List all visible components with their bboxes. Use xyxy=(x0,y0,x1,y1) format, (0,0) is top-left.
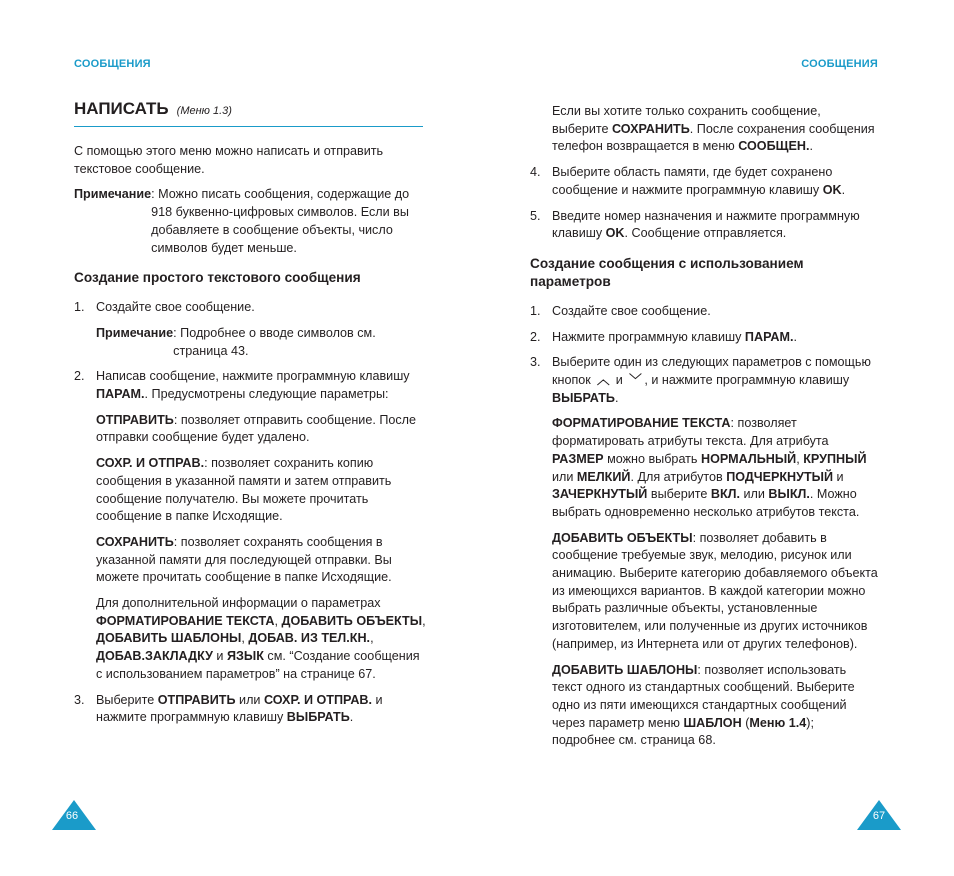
note-text: : Можно писать сообщения, содержащие до 918 буквенно-цифровых символов. Если вы добавляете в сообщение объекты, число символов будет меньше. xyxy=(151,187,410,255)
step-number: 1. xyxy=(530,303,541,318)
left-column xyxy=(74,143,426,735)
step-item xyxy=(74,368,426,403)
option-add-templates: ДОБАВИТЬ ШАБЛОНЫ: позволяет использовать текст одного из стандартных сообщений. Выберите одно из пяти имеющихся стандартных сообщений через параметр меню ШАБЛОН (Меню 1.4); подробнее см. страница 68. xyxy=(552,662,855,748)
step-item xyxy=(530,354,878,407)
step-item xyxy=(74,299,426,317)
page-number: 66 xyxy=(65,810,79,822)
step-number: 5. xyxy=(530,208,541,223)
down-arrow-icon: ﹀ xyxy=(629,373,642,388)
subsection-title: Создание простого текстового сообщения xyxy=(74,270,361,286)
subsection-title: Создание сообщения с использованием параметров xyxy=(530,255,804,289)
note-block xyxy=(74,186,426,257)
step-number: 2. xyxy=(74,369,85,384)
step-text: Выберите один из следующих параметров с помощью кнопок ︿ и ﹀ , и нажмите программную клавишу ВЫБРАТЬ. xyxy=(552,355,871,405)
note-block xyxy=(96,325,426,360)
option-save-and-send: СОХР. И ОТПРАВ.: позволяет сохранить копию сообщения в указанной памяти и затем отправить сообщение получателю. Вы можете прочитать сообщение в папке Исходящие. xyxy=(96,456,392,524)
step-text: Написав сообщение, нажмите программную клавишу ПАРАМ.. Предусмотрены следующие параметры: xyxy=(96,369,410,402)
step-text: Создайте свое сообщение. xyxy=(552,303,711,318)
intro-paragraph: С помощью этого меню можно написать и отправить текстовое сообщение. xyxy=(74,144,384,176)
running-head-left: СООБЩЕНИЯ xyxy=(74,58,151,70)
step-text: Введите номер назначения и нажмите программную клавишу OK. Сообщение отправляется. xyxy=(552,208,860,241)
option-send: ОТПРАВИТЬ: позволяет отправить сообщение. После отправки сообщение будет удалено. xyxy=(96,412,417,445)
page-number: 67 xyxy=(872,810,886,822)
right-column xyxy=(530,103,878,758)
step-number: 3. xyxy=(530,355,541,370)
step-item xyxy=(530,303,878,321)
running-head-right: СООБЩЕНИЯ xyxy=(801,58,878,70)
menu-reference: (Меню 1.3) xyxy=(176,105,232,117)
step-number: 2. xyxy=(530,329,541,344)
more-info-paragraph: Для дополнительной информации о параметрах ФОРМАТИРОВАНИЕ ТЕКСТА, ДОБАВИТЬ ОБЪЕКТЫ, ДОБАВИТЬ ШАБЛОНЫ, ДОБАВ. ИЗ ТЕЛ.КН., ДОБАВ.ЗАКЛАДКУ и ЯЗЫК см. “Создание сообщения с использованием параметров” на странице 67. xyxy=(96,596,426,681)
step-item xyxy=(530,164,878,199)
step-item xyxy=(530,329,878,347)
step-text: Нажмите программную клавишу ПАРАМ.. xyxy=(552,329,797,344)
continuation-paragraph: Если вы хотите только сохранить сообщение, выберите СОХРАНИТЬ. После сохранения сообщения телефон возвращается в меню СООБЩЕН.. xyxy=(552,104,875,154)
option-text-format: ФОРМАТИРОВАНИЕ ТЕКСТА: позволяет форматировать атрибуты текста. Для атрибута РАЗМЕР можно выбрать НОРМАЛЬНЫЙ, КРУПНЫЙ или МЕЛКИЙ. Для атрибутов ПОДЧЕРКНУТЫЙ и ЗАЧЕРКНУТЫЙ выберите ВКЛ. или ВЫКЛ.. Можно выбрать одновременно несколько атрибутов текста. xyxy=(552,416,867,519)
page-title: НАПИСАТЬ xyxy=(74,99,169,118)
note-label: Примечание xyxy=(96,325,174,340)
section-title-row xyxy=(74,100,423,127)
step-number: 1. xyxy=(74,300,85,315)
step-text: Выберите ОТПРАВИТЬ или СОХР. И ОТПРАВ. и нажмите программную клавишу ВЫБРАТЬ. xyxy=(96,692,383,725)
step-text: Выберите область памяти, где будет сохранено сообщение и нажмите программную клавишу OK. xyxy=(552,165,846,197)
note-text: : Подробнее о вводе символов см. страница 43. xyxy=(173,325,376,358)
step-item xyxy=(74,692,426,727)
step-item xyxy=(530,208,878,243)
step-text: Создайте свое сообщение. xyxy=(96,300,255,315)
option-save: СОХРАНИТЬ: позволяет сохранять сообщения в указанной памяти для последующей отправки. Вы можете прочитать сообщение в папке Исходящие. xyxy=(96,534,392,585)
option-add-objects: ДОБАВИТЬ ОБЪЕКТЫ: позволяет добавить в сообщение требуемые звук, мелодию, рисунок или анимацию. Выберите категорию добавляемого объекта из имеющихся вариантов. В каждой категории можно выбрать различные объекты, установленные изготовителем, или полученные из других источников (например, из Интернета или от других телефонов). xyxy=(552,530,878,651)
step-number: 3. xyxy=(74,692,85,707)
up-arrow-icon: ︿ xyxy=(597,373,610,388)
note-label: Примечание xyxy=(74,187,152,202)
step-number: 4. xyxy=(530,165,541,180)
